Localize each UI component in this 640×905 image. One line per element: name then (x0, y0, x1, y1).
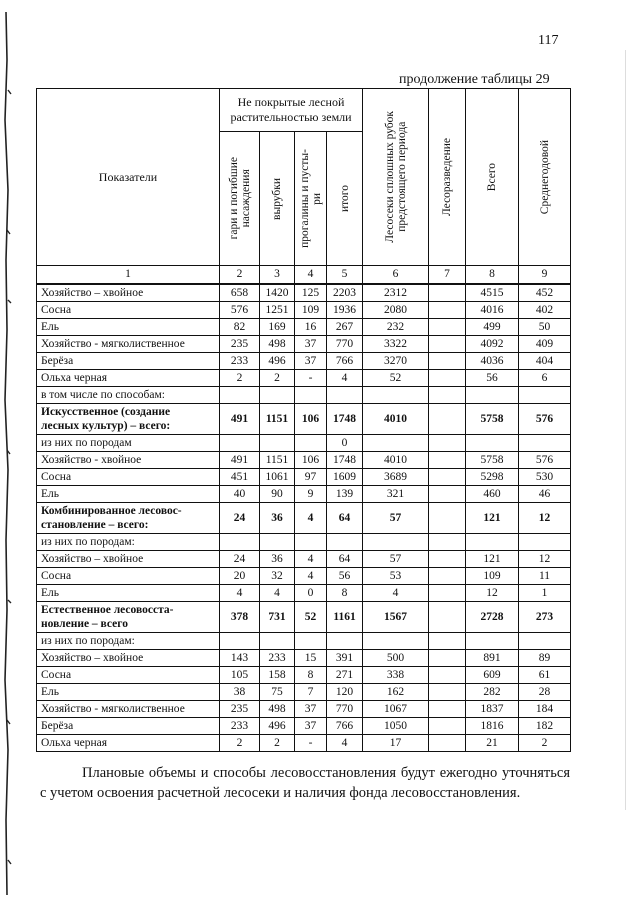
cell-value (466, 387, 519, 404)
cell-value: 64 (327, 503, 363, 534)
cell-value: 2 (519, 735, 571, 752)
cell-value (363, 435, 429, 452)
cell-value: 28 (519, 684, 571, 701)
cell-value (260, 633, 295, 650)
cell-value (295, 387, 327, 404)
cell-value: 391 (327, 650, 363, 667)
cell-value: 90 (260, 486, 295, 503)
cell-value: 491 (220, 404, 260, 435)
cell-value (466, 435, 519, 452)
cell-value: 20 (220, 568, 260, 585)
table-row (37, 684, 571, 701)
table-row (37, 353, 571, 370)
cell-value (429, 701, 466, 718)
cell-value: 2 (220, 370, 260, 387)
cell-value: 4 (327, 735, 363, 752)
cell-value: 82 (220, 319, 260, 336)
cell-value (429, 387, 466, 404)
cell-value: 3270 (363, 353, 429, 370)
cell-value (295, 633, 327, 650)
cell-value: 235 (220, 336, 260, 353)
cell-value: 576 (519, 452, 571, 469)
col-number: 3 (260, 266, 295, 285)
cell-value: 57 (363, 503, 429, 534)
cell-value: 233 (260, 650, 295, 667)
table-row (37, 302, 571, 319)
cell-value: 4 (220, 585, 260, 602)
table-body (37, 266, 571, 752)
table-row (37, 701, 571, 718)
cell-value: 731 (260, 602, 295, 633)
cell-value: 89 (519, 650, 571, 667)
cell-value: 1251 (260, 302, 295, 319)
cell-value (429, 568, 466, 585)
cell-value: 9 (295, 486, 327, 503)
cell-value: 5298 (466, 469, 519, 486)
cell-value (220, 435, 260, 452)
cell-value: 402 (519, 302, 571, 319)
cell-value: 162 (363, 684, 429, 701)
header-afforestation: Лесоразведение (429, 89, 466, 266)
row-label: Хозяйство – хвойное (37, 551, 220, 568)
cell-value (429, 684, 466, 701)
cell-value (429, 503, 466, 534)
row-label: из них по породам: (37, 633, 220, 650)
cell-value: 271 (327, 667, 363, 684)
cell-value: 766 (327, 353, 363, 370)
cell-value: 2728 (466, 602, 519, 633)
binding-edge-marks (0, 0, 14, 905)
cell-value (429, 319, 466, 336)
cell-value: 12 (519, 503, 571, 534)
row-label: Хозяйство - мягколиственное (37, 701, 220, 718)
cell-value: 32 (260, 568, 295, 585)
col-number: 2 (220, 266, 260, 285)
row-label: в том числе по способам: (37, 387, 220, 404)
cell-value: 1061 (260, 469, 295, 486)
cell-value: 500 (363, 650, 429, 667)
row-label: Ель (37, 585, 220, 602)
cell-value (260, 435, 295, 452)
cell-value (429, 469, 466, 486)
cell-value: 2 (220, 735, 260, 752)
table-row (37, 486, 571, 503)
cell-value (429, 435, 466, 452)
cell-value: 106 (295, 452, 327, 469)
cell-value: 106 (295, 404, 327, 435)
paragraph-text: Плановые объемы и способы лесовосстановления будут ежегодно уточняться с учетом освоения расчетной лесосеки и наличия фонда лесовосстановления. (40, 765, 570, 801)
cell-value: 2203 (327, 284, 363, 302)
cell-value: 53 (363, 568, 429, 585)
cell-value (429, 370, 466, 387)
table-row (37, 585, 571, 602)
cell-value (429, 718, 466, 735)
cell-value: 1936 (327, 302, 363, 319)
row-label: Ель (37, 684, 220, 701)
cell-value: 12 (466, 585, 519, 602)
cell-value: 7 (295, 684, 327, 701)
row-label: Сосна (37, 568, 220, 585)
cell-value: 24 (220, 503, 260, 534)
cell-value: 0 (327, 435, 363, 452)
cell-value: 158 (260, 667, 295, 684)
cell-value: 4 (363, 585, 429, 602)
scan-edge-line (625, 50, 626, 810)
cell-value: 3689 (363, 469, 429, 486)
row-label: Хозяйство - мягколиственное (37, 336, 220, 353)
cell-value (466, 633, 519, 650)
cell-value: 766 (327, 718, 363, 735)
cell-value: 182 (519, 718, 571, 735)
cell-value: 1050 (363, 718, 429, 735)
table-row (37, 534, 571, 551)
cell-value: 1748 (327, 404, 363, 435)
cell-value: 496 (260, 353, 295, 370)
cell-value: 4036 (466, 353, 519, 370)
table-row (37, 319, 571, 336)
cell-value (327, 534, 363, 551)
cell-value: 120 (327, 684, 363, 701)
cell-value: - (295, 370, 327, 387)
table-row (37, 718, 571, 735)
cell-value (429, 336, 466, 353)
table-caption: продолжение таблицы 29 (399, 72, 550, 87)
cell-value: 4 (295, 568, 327, 585)
table-row (37, 650, 571, 667)
cell-value: 16 (295, 319, 327, 336)
cell-value: 1748 (327, 452, 363, 469)
cell-value: 235 (220, 701, 260, 718)
cell-value: 8 (295, 667, 327, 684)
header-clear-cutting: Лесосеки сплошных рубок предстоящего периода (363, 89, 429, 266)
row-label: Ольха черная (37, 370, 220, 387)
cell-value: 338 (363, 667, 429, 684)
cell-value: 498 (260, 701, 295, 718)
row-label: Сосна (37, 302, 220, 319)
cell-value: 125 (295, 284, 327, 302)
table-row (37, 602, 571, 633)
cell-value: 52 (295, 602, 327, 633)
cell-value (429, 602, 466, 633)
cell-value: 658 (220, 284, 260, 302)
cell-value (295, 534, 327, 551)
cell-value: 46 (519, 486, 571, 503)
cell-value: 105 (220, 667, 260, 684)
cell-value: 0 (295, 585, 327, 602)
cell-value: 4010 (363, 404, 429, 435)
cell-value: 321 (363, 486, 429, 503)
cell-value: 1151 (260, 404, 295, 435)
cell-value: 1837 (466, 701, 519, 718)
cell-value: 409 (519, 336, 571, 353)
cell-value: 1609 (327, 469, 363, 486)
header-total: Всего (466, 89, 519, 266)
table-row (37, 370, 571, 387)
cell-value: 378 (220, 602, 260, 633)
cell-value (327, 633, 363, 650)
cell-value: 452 (519, 284, 571, 302)
header-indicator: Показатели (37, 89, 220, 266)
row-label: Хозяйство – хвойное (37, 284, 220, 302)
cell-value (429, 667, 466, 684)
cell-value: 770 (327, 701, 363, 718)
table-row (37, 633, 571, 650)
cell-value (429, 284, 466, 302)
cell-value: 121 (466, 503, 519, 534)
cell-value: 64 (327, 551, 363, 568)
cell-value (363, 387, 429, 404)
cell-value: 1420 (260, 284, 295, 302)
cell-value: 4016 (466, 302, 519, 319)
header-subtotal: итого (327, 132, 363, 266)
col-number: 5 (327, 266, 363, 285)
cell-value: 75 (260, 684, 295, 701)
cell-value (327, 387, 363, 404)
cell-value: 121 (466, 551, 519, 568)
cell-value (363, 534, 429, 551)
cell-value (220, 633, 260, 650)
cell-value (429, 633, 466, 650)
cell-value: 4092 (466, 336, 519, 353)
cell-value: 460 (466, 486, 519, 503)
cell-value: 184 (519, 701, 571, 718)
cell-value: 576 (220, 302, 260, 319)
cell-value: 37 (295, 336, 327, 353)
cell-value (429, 302, 466, 319)
table-row (37, 387, 571, 404)
cell-value: 57 (363, 551, 429, 568)
col-number: 9 (519, 266, 571, 285)
cell-value: 5758 (466, 452, 519, 469)
cell-value: 530 (519, 469, 571, 486)
cell-value: 40 (220, 486, 260, 503)
row-label: Сосна (37, 667, 220, 684)
table-row (37, 469, 571, 486)
cell-value: 2 (260, 735, 295, 752)
cell-value: 38 (220, 684, 260, 701)
cell-value (519, 435, 571, 452)
cell-value: 61 (519, 667, 571, 684)
cell-value: 282 (466, 684, 519, 701)
row-label: Комбинированное лесовос- становление – всего: (37, 503, 220, 534)
cell-value: 109 (295, 302, 327, 319)
cell-value: 8 (327, 585, 363, 602)
cell-value: 498 (260, 336, 295, 353)
cell-value: 36 (260, 503, 295, 534)
cell-value: 12 (519, 551, 571, 568)
cell-value: 1816 (466, 718, 519, 735)
cell-value: 37 (295, 718, 327, 735)
cell-value: 17 (363, 735, 429, 752)
table-row (37, 503, 571, 534)
cell-value: 4 (295, 551, 327, 568)
cell-value: 4 (260, 585, 295, 602)
cell-value (429, 534, 466, 551)
cell-value (260, 387, 295, 404)
row-label: Берёза (37, 718, 220, 735)
cell-value: 1 (519, 585, 571, 602)
row-label: Ольха черная (37, 735, 220, 752)
cell-value: 609 (466, 667, 519, 684)
cell-value: 2080 (363, 302, 429, 319)
cell-value: 15 (295, 650, 327, 667)
col-number: 4 (295, 266, 327, 285)
table-row (37, 452, 571, 469)
table-row (37, 284, 571, 302)
cell-value: 56 (466, 370, 519, 387)
cell-value (429, 353, 466, 370)
header-glades-wastelands: прогалины и пусты- ри (295, 132, 327, 266)
cell-value: 3322 (363, 336, 429, 353)
col-number: 8 (466, 266, 519, 285)
row-label: Ель (37, 319, 220, 336)
table-row (37, 404, 571, 435)
row-label: Хозяйство – хвойное (37, 650, 220, 667)
row-label: из них по породам (37, 435, 220, 452)
cell-value (260, 534, 295, 551)
cell-value: 2312 (363, 284, 429, 302)
cell-value: 143 (220, 650, 260, 667)
header-annual: Среднегодовой (519, 89, 571, 266)
table-row (37, 667, 571, 684)
cell-value: 891 (466, 650, 519, 667)
cell-value: 6 (519, 370, 571, 387)
cell-value: 97 (295, 469, 327, 486)
row-label: из них по породам: (37, 534, 220, 551)
cell-value (519, 387, 571, 404)
row-label: Естественное лесовосста- новление – всего (37, 602, 220, 633)
cell-value: 576 (519, 404, 571, 435)
cell-value: 21 (466, 735, 519, 752)
cell-value: 267 (327, 319, 363, 336)
cell-value (295, 435, 327, 452)
cell-value: 11 (519, 568, 571, 585)
table-row (37, 435, 571, 452)
header-cuttings: вырубки (260, 132, 295, 266)
cell-value: 1161 (327, 602, 363, 633)
row-label: Сосна (37, 469, 220, 486)
cell-value: 273 (519, 602, 571, 633)
cell-value: 37 (295, 353, 327, 370)
cell-value (220, 387, 260, 404)
cell-value: 451 (220, 469, 260, 486)
header-uncovered-lands: Не покрытые лесной растительностью земли (220, 89, 363, 132)
header-burned-areas: гари и погибшие насаждения (220, 132, 260, 266)
cell-value (363, 633, 429, 650)
cell-value: 24 (220, 551, 260, 568)
cell-value: 232 (363, 319, 429, 336)
cell-value: 233 (220, 353, 260, 370)
cell-value: 139 (327, 486, 363, 503)
cell-value (220, 534, 260, 551)
table-row (37, 568, 571, 585)
cell-value (429, 585, 466, 602)
column-numbers-row (37, 266, 571, 285)
cell-value (429, 486, 466, 503)
cell-value (466, 534, 519, 551)
cell-value (429, 551, 466, 568)
cell-value (429, 404, 466, 435)
reforestation-table (36, 88, 571, 752)
cell-value: 496 (260, 718, 295, 735)
cell-value: 1151 (260, 452, 295, 469)
cell-value: 5758 (466, 404, 519, 435)
cell-value: 52 (363, 370, 429, 387)
table-row (37, 551, 571, 568)
cell-value: 233 (220, 718, 260, 735)
cell-value: 4 (295, 503, 327, 534)
cell-value: 4515 (466, 284, 519, 302)
cell-value: 1567 (363, 602, 429, 633)
cell-value (429, 650, 466, 667)
cell-value: - (295, 735, 327, 752)
cell-value: 169 (260, 319, 295, 336)
row-label: Хозяйство - хвойное (37, 452, 220, 469)
row-label: Ель (37, 486, 220, 503)
cell-value: 36 (260, 551, 295, 568)
row-label: Берёза (37, 353, 220, 370)
cell-value: 56 (327, 568, 363, 585)
page-number: 117 (538, 33, 559, 48)
table-row (37, 735, 571, 752)
cell-value: 770 (327, 336, 363, 353)
cell-value: 37 (295, 701, 327, 718)
cell-value: 1067 (363, 701, 429, 718)
cell-value (429, 735, 466, 752)
cell-value: 50 (519, 319, 571, 336)
cell-value: 4 (327, 370, 363, 387)
cell-value: 4010 (363, 452, 429, 469)
row-label: Искусственное (создание лесных культур) – всего: (37, 404, 220, 435)
cell-value: 499 (466, 319, 519, 336)
cell-value: 404 (519, 353, 571, 370)
cell-value: 491 (220, 452, 260, 469)
table-row (37, 336, 571, 353)
col-number: 6 (363, 266, 429, 285)
cell-value: 109 (466, 568, 519, 585)
cell-value (429, 452, 466, 469)
cell-value (519, 633, 571, 650)
col-number: 7 (429, 266, 466, 285)
cell-value (519, 534, 571, 551)
col-number: 1 (37, 266, 220, 285)
cell-value: 2 (260, 370, 295, 387)
